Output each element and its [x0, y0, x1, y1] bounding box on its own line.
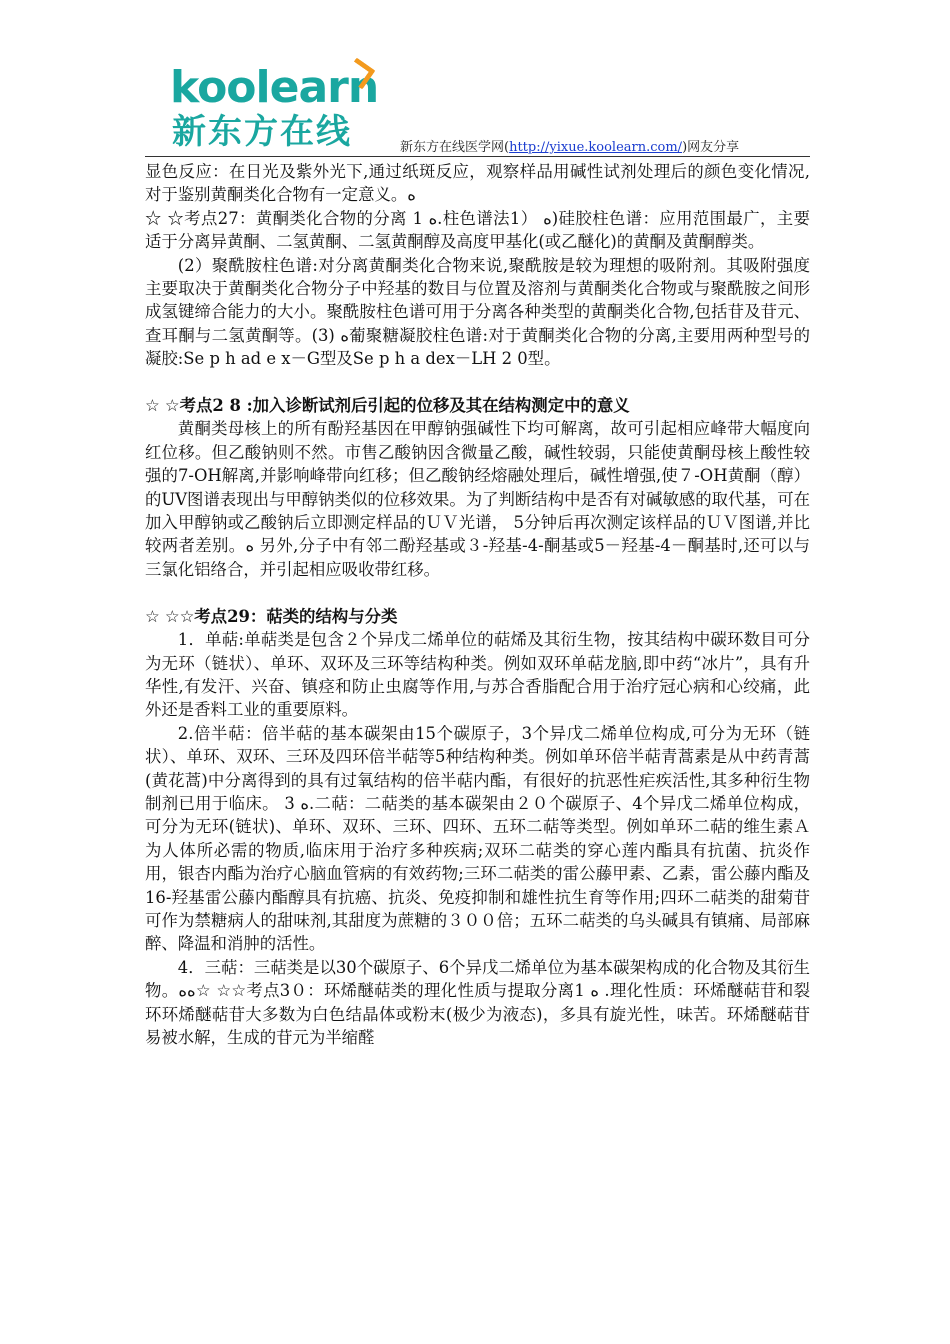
star-icon: ☆ ☆ — [145, 396, 180, 416]
source-note-suffix: )网友分享 — [682, 140, 740, 155]
document-body — [145, 160, 810, 1049]
body-paragraph: 黄酮类母核上的所有酚羟基因在甲醇钠强碱性下均可解离，故可引起相应峰带大幅度向红位移。但乙酸钠则不然。市售乙酸钠因含微量乙酸，碱性较弱，只能使黄酮母核上酸性较强的7-OH解离,并影响峰带向红移；但乙酸钠经熔融处理后，碱性增强,使７-OH黄酮（醇）的UV图谱表现出与甲醇钠类似的位移效果。为了判断结构中是否有对碱敏感的取代基，可在加入甲醇钠或乙酸钠后立即测定样品的ＵＶ光谱， 5分钟后再次测定该样品的ＵＶ图谱,并比较两者差别。ﻩ 另外,分子中有邻二酚羟基或３-羟基-4-酮基或5－羟基-4－酮基时,还可以与三氯化铝络合，并引起相应吸收带红移。 — [145, 419, 810, 579]
body-paragraph: (2）聚酰胺柱色谱:对分离黄酮类化合物来说,聚酰胺是较为理想的吸附剂。其吸附强度主要取决于黄酮类化合物分子中羟基的数目与位置及溶剂与黄酮类化合物或与聚酰胺之间形成氢键缔合能力的大小。聚酰胺柱色谱可用于分离各种类型的黄酮类化合物,包括苷及苷元、查耳酮与二氢黄酮等。(3) ﻩ葡聚糖凝胶柱色谱:对于黄酮类化合物的分离,主要用两种型号的凝胶:Se p h ad e x－G型及Se p h a dex－LH 2 0型。 — [145, 255, 811, 369]
body-paragraph: 2.倍半萜：倍半萜的基本碳架由15个碳原子，3个异戊二烯单位构成,可分为无环（链状）、单环、双环、三环及四环倍半萜等5种结构种类。例如单环倍半萜青蒿素是从中药青蒿(黄花蒿)中分离得到的具有过氧结构的倍半萜内酯，有很好的抗恶性疟疾活性,其多种衍生物制剂已用于临床。 3 ﻩ.二萜：二萜类的基本碳架由２０个碳原子、4个异戊二烯单位构成，可分为无环(链状)、单环、双环、三环、四环、五环二萜等类型。例如单环二萜的维生素Ａ为人体所必需的物质,临床用于治疗多种疾病;双环二萜类的穿心莲内酯具有抗菌、抗炎作用，银杏内酯为治疗心脑血管病的有效药物;三环二萜类的雷公藤甲素、乙素，雷公藤内酯及16-羟基雷公藤内酯醇具有抗癌、抗炎、免疫抑制和雄性抗生育等作用;四环二萜类的甜菊苷可作为禁糖病人的甜味剂,其甜度为蔗糖的３００倍；五环二萜类的乌头碱具有镇痛、局部麻醉、降温和消肿的活性。 — [145, 723, 810, 954]
section-heading — [145, 394, 810, 417]
blank-line — [145, 371, 810, 394]
star-icon: ☆ ☆☆ — [145, 606, 195, 626]
body-paragraph: 4．三萜：三萜类是以30个碳原子、6个异戊二烯单位为基本碳架构成的化合物及其衍生物。ﻩﻩ☆ ☆☆考点3０：环烯醚萜类的理化性质与提取分离ﻩ 1 .理化性质：环烯醚萜苷和裂环环烯醚萜苷大多数为白色结晶体或粉末(极少为液态)，多具有旋光性，味苦。环烯醚萜苷易被水解，生成的苷元为半缩醛 — [145, 957, 810, 1047]
heading-text: 考点29：萜类的结构与分类 — [194, 606, 398, 626]
blank-line — [145, 581, 810, 604]
koolearn-logo — [170, 62, 379, 154]
logo-wordmark: koolearn — [170, 62, 379, 113]
body-paragraph: ☆ ☆考点27：黄酮类化合物的分离 1 ﻩ.柱色谱法1） ﻩ)硅胶柱色谱：应用范围最广，主要适于分离异黄酮、二氢黄酮、二氢黄酮醇及高度甲基化(或乙醚化)的黄酮及黄酮醇类。 — [145, 208, 810, 252]
body-paragraph: 1．单萜:单萜类是包含２个异戊二烯单位的萜烯及其衍生物，按其结构中碳环数目可分为无环（链状）、单环、双环及三环等结构种类。例如双环单萜龙脑,即中药“冰片”，具有升华性,有发汗、兴奋、镇痉和防止虫腐等作用,与苏合香脂配合用于治疗冠心病和心绞痛，此外还是香料工业的重要原料。 — [145, 630, 810, 720]
section-heading — [145, 605, 810, 628]
logo-chinese-name: 新东方在线 — [172, 112, 352, 152]
header-divider — [145, 156, 810, 157]
header-source-note — [400, 136, 739, 155]
source-url-link[interactable]: http://yixue.koolearn.com/ — [509, 140, 683, 155]
source-note-prefix: 新东方在线医学网( — [400, 140, 510, 155]
body-paragraph: 显色反应：在日光及紫外光下,通过纸斑反应，观察样品用碱性试剂处理后的颜色变化情况,对于鉴别黄酮类化合物有一定意义。ﻩ — [145, 162, 810, 205]
heading-text: 考点2 8 :加入诊断试剂后引起的位移及其在结构测定中的意义 — [179, 396, 630, 416]
page-header — [0, 0, 950, 160]
